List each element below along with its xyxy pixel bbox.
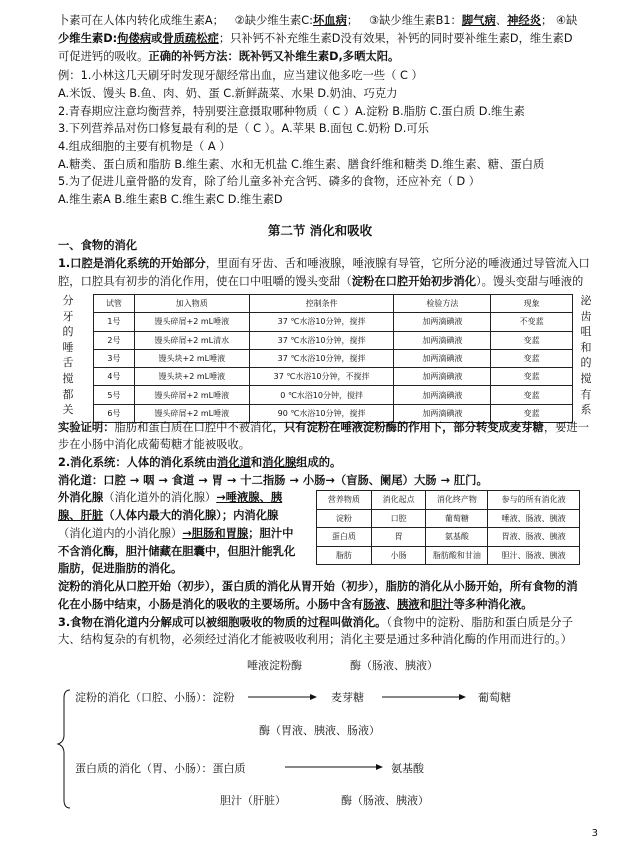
- table-cell: 37 ℃水浴10分钟，搅拌: [249, 349, 394, 367]
- table-cell: 胃液、肠液、胰液: [488, 528, 580, 547]
- table-cell: 胃: [371, 528, 426, 547]
- left-brace: [58, 690, 70, 808]
- glands-line-2: 腺、肝脏（人体内最大的消化腺）；内消化腺: [58, 509, 279, 522]
- table-cell: 小肠: [371, 546, 426, 565]
- proof-line-2: 步在小肠中消化成葡萄糖才能被吸收。: [58, 438, 251, 451]
- mouth-paragraph-1: 1.口腔是消化系统的开始部分，里面有牙齿、舌和唾液腺，唾液腺有导管，它所分泌的唾液通过导管流入口: [58, 257, 590, 270]
- table-cell: 6号: [94, 404, 135, 422]
- example-line: 5.为了促进儿童骨骼的发育，除了给儿童多补充含钙、磷多的食物，还应补充（ D ）: [58, 175, 481, 188]
- table-header: 消化终产物: [426, 491, 488, 510]
- enzyme-label-3: 酶（肠液、胰液）: [341, 794, 429, 807]
- table-header: 试管: [94, 295, 135, 313]
- table-cell: 加两滴碘液: [394, 349, 491, 367]
- table-cell: 变蓝: [491, 331, 573, 349]
- table-cell: 馒头碎屑+2 mL唾液: [134, 404, 249, 422]
- summary-line-1: 淀粉的消化从口腔开始（初步），蛋白质的消化从胃开始（初步），脂肪的消化从小肠开始，所有食物的消: [58, 580, 578, 593]
- summary-line-4: 大、结构复杂的有机物，必须经过消化才能被吸收利用；消化主要是通过多种消化酶的作用而进行的。）: [58, 633, 573, 646]
- table-cell: 5号: [94, 386, 135, 404]
- table-cell: 变蓝: [491, 386, 573, 404]
- table-cell: 唾液、肠液、胰液: [488, 509, 580, 528]
- example-line: 3.下列营养品对伤口修复最有利的是（ C ）。A.苹果 B.面包 C.奶粉 D.可乐: [58, 122, 429, 135]
- heading-food-digestion: 一、食物的消化: [58, 239, 138, 252]
- glands-line-1: 外消化腺（消化道外的消化腺）→唾液腺、胰: [58, 491, 283, 504]
- table-cell: 90 ℃水浴10分钟，搅拌: [249, 404, 394, 422]
- table-header: 现象: [491, 295, 573, 313]
- table-cell: 淀粉: [317, 509, 372, 528]
- table-cell: 氨基酸: [426, 528, 488, 547]
- digestive-tract-line: 消化道：口腔 → 咽 → 食道 → 胃 → 十二指肠 → 小肠→（盲肠、阑尾）大肠 → 肛门。: [58, 474, 488, 487]
- table-header: 营养物质: [317, 491, 372, 510]
- table-cell: 0 ℃水浴10分钟，搅拌: [249, 386, 394, 404]
- example-line: 例：1.小林这几天刷牙时发现牙龈经常出血，应当建议他多吃一些（ C ）: [58, 69, 423, 82]
- table-cell: 加两滴碘液: [394, 404, 491, 422]
- table-cell: 加两滴碘液: [394, 368, 491, 386]
- salivary-amylase-label: 唾液淀粉酶: [247, 659, 302, 672]
- table-cell: 葡萄糖: [426, 509, 488, 528]
- table-cell: 变蓝: [491, 368, 573, 386]
- glands-line-3: （消化道内的小消化腺）→胆肠和胃腺；胆汁中: [58, 527, 294, 540]
- maltose-label: 麦芽糖: [331, 691, 364, 704]
- enzyme-label-2: 酶（胃液、胰液、肠液）: [259, 724, 380, 737]
- glands-line-5: 脂肪，促进脂肪的消化。: [58, 562, 183, 575]
- example-line: 4.组成细胞的主要有机物是（ A ）: [58, 140, 231, 153]
- table-cell: 1号: [94, 313, 135, 331]
- bile-label: 胆汁（肝脏）: [220, 794, 286, 807]
- wrap-text-left: 分牙的唾舌搅都关: [62, 294, 74, 417]
- table-cell: 蛋白质: [317, 528, 372, 547]
- amino-acid-label: 氨基酸: [391, 762, 424, 775]
- table-cell: 加两滴碘液: [394, 386, 491, 404]
- table-cell: 加两滴碘液: [394, 331, 491, 349]
- table-cell: 脂肪: [317, 546, 372, 565]
- intro-line-1: 卜素可在人体内转化成维生素A； ②缺少维生素C:坏血病； ③缺少维生素B1：脚气病、神经炎； ④缺: [58, 14, 578, 27]
- mouth-paragraph-2: 腔，口腔具有初步的消化作用，使在口中咀嚼的馒头变甜（淀粉在口腔开始初步消化）。馒头变甜与唾液的: [58, 275, 584, 288]
- enzyme-label-1: 酶（肠液、胰液）: [350, 659, 438, 672]
- table-cell: 37 ℃水浴10分钟，搅拌: [249, 331, 394, 349]
- table-cell: 馒头碎屑+2 mL清水: [134, 331, 249, 349]
- table-cell: 变蓝: [491, 404, 573, 422]
- table-header: 加入物质: [134, 295, 249, 313]
- example-line: A.维生素A B.维生素B C.维生素C D.维生素D: [58, 193, 283, 206]
- glucose-label: 葡萄糖: [478, 691, 511, 704]
- table-cell: 馒头块+2 mL唾液: [134, 368, 249, 386]
- intro-line-3: 可促进钙的吸收。正确的补钙方法：既补钙又补维生素D,多晒太阳。: [58, 50, 400, 63]
- proof-line-1: 实验证明：脂肪和蛋白质在口腔中不被消化，只有淀粉在唾液淀粉酶的作用下，部分转变成麦芽糖，要进一: [58, 421, 590, 434]
- table-cell: 胆汁、肠液、胰液: [488, 546, 580, 565]
- protein-digestion-line: 蛋白质的消化（胃、小肠）：蛋白质: [75, 762, 246, 775]
- table-cell: 不变蓝: [491, 313, 573, 331]
- table-cell: 2号: [94, 331, 135, 349]
- table-cell: 馒头碎屑+2 mL唾液: [134, 386, 249, 404]
- starch-digestion-line: 淀粉的消化（口腔、小肠）：淀粉: [75, 691, 235, 704]
- table-cell: 37 ℃水浴10分钟，不搅拌: [249, 368, 394, 386]
- table-cell: 口腔: [371, 509, 426, 528]
- table-header: 检验方法: [394, 295, 491, 313]
- table-cell: 3号: [94, 349, 135, 367]
- wrap-text-right: 泌齿咀和的搅有系: [580, 294, 592, 417]
- table-header: 消化起点: [371, 491, 426, 510]
- page-number: 3: [591, 828, 598, 839]
- summary-line-3: 3.食物在消化道内分解成可以被细胞吸收的物质的过程叫做消化。（食物中的淀粉、脂肪和蛋白质是分子: [58, 616, 573, 629]
- summary-line-2: 化在小肠中结束，小肠是消化的吸收的主要场所。小肠中含有肠液、胰液和胆汁等多种消化液。: [58, 598, 533, 611]
- table-cell: 4号: [94, 368, 135, 386]
- table-header: 参与的所有消化液: [488, 491, 580, 510]
- table-cell: 37 ℃水浴10分钟，搅拌: [249, 313, 394, 331]
- example-line: 2.青春期应注意均衡营养，特别要注意摄取哪种物质（ C ）A.淀粉 B.脂肪 C.蛋白质 D.维生素: [58, 105, 525, 118]
- example-line: A.糖类、蛋白质和脂肪 B.维生素、水和无机盐 C.维生素、膳食纤维和糖类 D.维生素、糖、蛋白质: [58, 158, 545, 171]
- table-cell: 变蓝: [491, 349, 573, 367]
- table-cell: 馒头块+2 mL唾液: [134, 349, 249, 367]
- table-header: 控制条件: [249, 295, 394, 313]
- intro-line-2: 少维生素D:佝偻病或骨质疏松症；只补钙不补充维生素D没有效果，补钙的同时要补维生素D，维生素D: [58, 32, 573, 45]
- example-line: A.米饭、馒头 B.鱼、肉、奶、蛋 C.新鲜蔬菜、水果 D.奶油、巧克力: [58, 87, 398, 100]
- section-title: 第二节 消化和吸收: [267, 223, 373, 238]
- table-cell: 加两滴碘液: [394, 313, 491, 331]
- system-line: 2.消化系统：人体的消化系统由消化道和消化腺组成的。: [58, 456, 342, 469]
- glands-line-4: 不含消化酶，胆汁储藏在胆囊中，但胆汁能乳化: [58, 545, 296, 558]
- table-cell: 馒头碎屑+2 mL唾液: [134, 313, 249, 331]
- table-cell: 脂肪酸和甘油: [426, 546, 488, 565]
